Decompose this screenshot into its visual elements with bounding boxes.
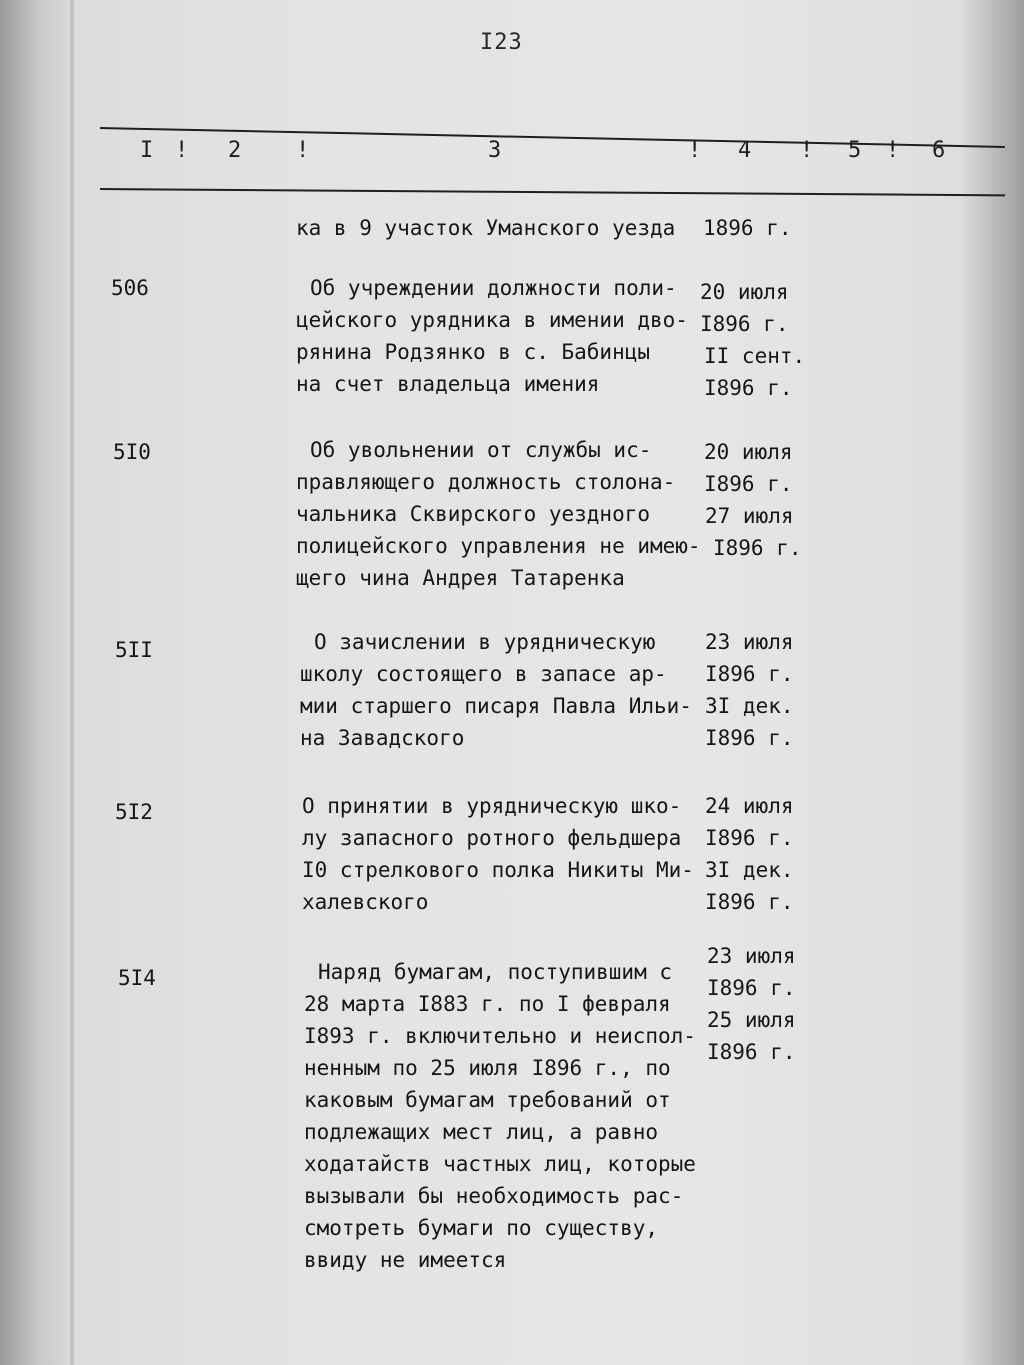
- header-col-3: 3: [488, 138, 502, 163]
- page-number: I23: [480, 30, 523, 55]
- entry-number: 506: [111, 276, 149, 300]
- entry-date: I896 г.: [704, 376, 793, 400]
- entry-date: I896 г.: [705, 826, 794, 850]
- entry-title-line: вызывали бы необходимость рас-: [304, 1184, 684, 1208]
- entry-date: I896 г.: [707, 1040, 796, 1064]
- header-col-2: 2: [228, 138, 242, 163]
- entry-number: 5II: [115, 638, 153, 662]
- header-col-1: I: [140, 138, 154, 163]
- entry-title-line: ненным по 25 июля I896 г., по: [304, 1056, 671, 1080]
- entry-date: I896 г.: [705, 662, 794, 686]
- entry-date: I896 г.: [704, 472, 793, 496]
- entry-title-line: щего чина Андрея Татаренка: [296, 566, 625, 590]
- entry-title-line: школу состоящего в запасе ар-: [300, 662, 667, 686]
- header-col-6: 6: [932, 138, 946, 163]
- entry-date: I896 г.: [705, 726, 794, 750]
- entry-title-line: каковым бумагам требований от: [304, 1088, 671, 1112]
- entry-title-line: ка в 9 участок Уманского уезда: [296, 216, 676, 240]
- header-separator: !: [886, 138, 900, 163]
- entry-date: 3I дек.: [705, 694, 794, 718]
- entry-title-line: полицейского управления не имею-: [296, 534, 701, 558]
- entry-date: I896 г.: [713, 536, 802, 560]
- entry-date: 20 июля: [704, 440, 793, 464]
- entry-number: 5I0: [113, 440, 151, 464]
- entry-title-line: Наряд бумагам, поступившим с: [318, 960, 673, 984]
- entry-title-line: на Завадского: [300, 726, 465, 750]
- entry-title-line: рянина Родзянко в с. Бабинцы: [296, 340, 651, 364]
- header-separator: !: [175, 138, 189, 163]
- entry-title-line: халевского: [302, 890, 429, 914]
- entry-title-line: смотреть бумаги по существу,: [304, 1216, 659, 1240]
- entry-title-line: подлежащих мест лиц, а равно: [304, 1120, 659, 1144]
- entry-title-line: ходатайств частных лиц, которые: [304, 1152, 696, 1176]
- entry-number: 5I2: [115, 800, 153, 824]
- entry-title-line: Об увольнении от службы ис-: [310, 438, 652, 462]
- page-fold-shadow: [70, 0, 74, 1365]
- entry-date: II сент.: [704, 344, 806, 368]
- entry-title-line: ввиду не имеется: [304, 1248, 507, 1272]
- header-separator: !: [800, 138, 814, 163]
- entry-date: 23 июля: [707, 944, 796, 968]
- header-separator: !: [296, 138, 310, 163]
- entry-title-line: О зачислении в урядническую: [314, 630, 656, 654]
- entry-date: 20 июля: [700, 280, 789, 304]
- entry-date: I896 г.: [707, 976, 796, 1000]
- entry-date: 24 июля: [705, 794, 794, 818]
- entry-number: 5I4: [118, 966, 156, 990]
- entry-title-line: мии старшего писаря Павла Ильи-: [300, 694, 692, 718]
- header-col-4: 4: [738, 138, 752, 163]
- entry-date: 23 июля: [705, 630, 794, 654]
- table-header-row: [110, 138, 990, 174]
- entry-title-line: О принятии в урядническую шко-: [302, 794, 682, 818]
- header-col-5: 5: [848, 138, 862, 163]
- entry-title-line: чальника Сквирского уездного: [296, 502, 651, 526]
- entry-title-line: Об учреждении должности поли-: [310, 276, 677, 300]
- entry-date: I896 г.: [700, 312, 789, 336]
- entry-title-line: I0 стрелкового полка Никиты Ми-: [302, 858, 694, 882]
- entry-title-line: на счет владельца имения: [296, 372, 600, 396]
- entry-date: 3I дек.: [705, 858, 794, 882]
- entry-title-line: лу запасного ротного фельдшера: [302, 826, 682, 850]
- header-separator: !: [688, 138, 702, 163]
- entry-title-line: цейского урядника в имении дво-: [296, 308, 688, 332]
- entry-title-line: 28 марта I883 г. по I февраля: [304, 992, 671, 1016]
- entry-date: 27 июля: [705, 504, 794, 528]
- entry-date: 25 июля: [707, 1008, 796, 1032]
- table-header-bottom-rule: [100, 188, 1005, 196]
- entry-title-line: I893 г. включительно и неиспол-: [304, 1024, 696, 1048]
- entry-date: I896 г.: [705, 890, 794, 914]
- entry-date: 1896 г.: [703, 216, 792, 240]
- entry-title-line: правляющего должность столона-: [296, 470, 676, 494]
